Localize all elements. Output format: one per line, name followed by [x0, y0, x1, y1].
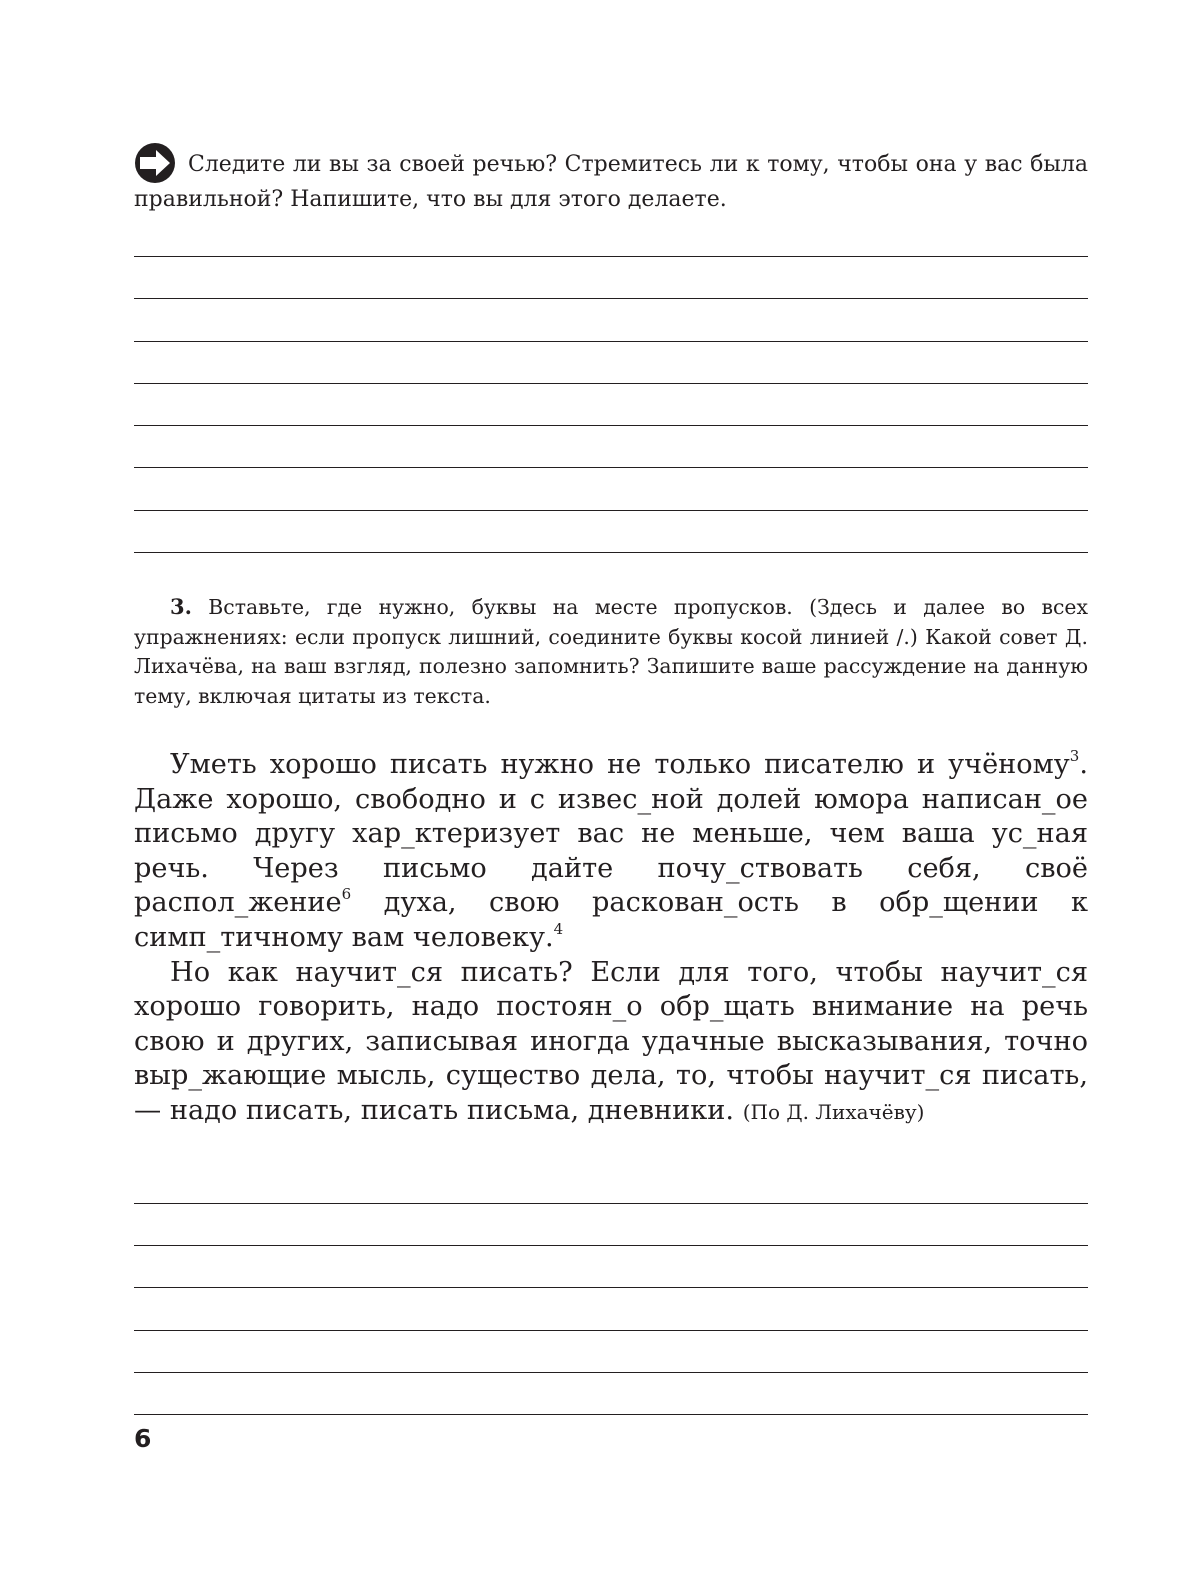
- footnote-ref: 4: [553, 919, 564, 938]
- text-paragraph-2: [134, 956, 1088, 1130]
- answer-line[interactable]: [134, 1372, 1088, 1373]
- writing-prompt: [134, 142, 1088, 215]
- answer-line[interactable]: [134, 1287, 1088, 1288]
- exercise-text: [134, 748, 1088, 1130]
- answer-line[interactable]: [134, 510, 1088, 511]
- text-fragment: . Даже хорошо, свободно и с извес_ной долей юмора написан_ое письмо другу хар_ктеризует вас не меньше, чем ваша ус_ная речь. Через письмо дайте почу_ствовать себя, своё распол_жение: [134, 749, 1088, 919]
- answer-line[interactable]: [134, 298, 1088, 299]
- answer-line[interactable]: [134, 425, 1088, 426]
- task-instruction-main: Вставьте, где нужно, буквы на месте пропусков.: [208, 595, 793, 619]
- answer-line[interactable]: [134, 1414, 1088, 1415]
- answer-line[interactable]: [134, 1330, 1088, 1331]
- answer-line[interactable]: [134, 341, 1088, 342]
- answer-line[interactable]: [134, 467, 1088, 468]
- answer-line[interactable]: [134, 1203, 1088, 1204]
- text-fragment: Уметь хорошо писать нужно не только писателю и учёному: [170, 749, 1070, 780]
- text-fragment: Но как научит_ся писать? Если для того, чтобы научит_ся хорошо говорить, надо постоян_о обр_щать внимание на речь свою и других, записывая иногда удачные высказывания, точно выр_жающие мысль, существо дела, то, чтобы научит_ся писать, — надо писать, писать письма, дневники.: [134, 956, 1088, 1126]
- task-instruction-question: Какой совет Д. Лихачёва, на ваш взгляд, полезно запомнить? Запишите ваше рассуждение на данную тему, включая цитаты из текста.: [134, 624, 1088, 708]
- task-instruction-note: (Здесь и далее во всех упражнениях: если пропуск лишний, соедините буквы косой линией /.): [134, 595, 1088, 649]
- footnote-ref: 6: [341, 885, 352, 904]
- answer-line[interactable]: [134, 256, 1088, 257]
- arrow-right-circle-icon: [134, 142, 176, 184]
- task-3-instruction: [134, 592, 1088, 711]
- text-paragraph-1: [134, 748, 1088, 956]
- task-number: 3.: [170, 594, 192, 619]
- page-number: 6: [134, 1424, 152, 1453]
- footnote-ref: 3: [1069, 747, 1080, 765]
- answer-line[interactable]: [134, 552, 1088, 553]
- text-fragment: духа, свою раскован_ость в обр_щении к симп_тичному вам человеку.: [134, 887, 1088, 953]
- answer-line[interactable]: [134, 1245, 1088, 1246]
- text-source: (По Д. Лихачёву): [742, 1099, 925, 1124]
- prompt-text: Следите ли вы за своей речью? Стремитесь ли к тому, чтобы она у вас была правильной? Напишите, что вы для этого делаете.: [134, 152, 1088, 212]
- answer-line[interactable]: [134, 383, 1088, 384]
